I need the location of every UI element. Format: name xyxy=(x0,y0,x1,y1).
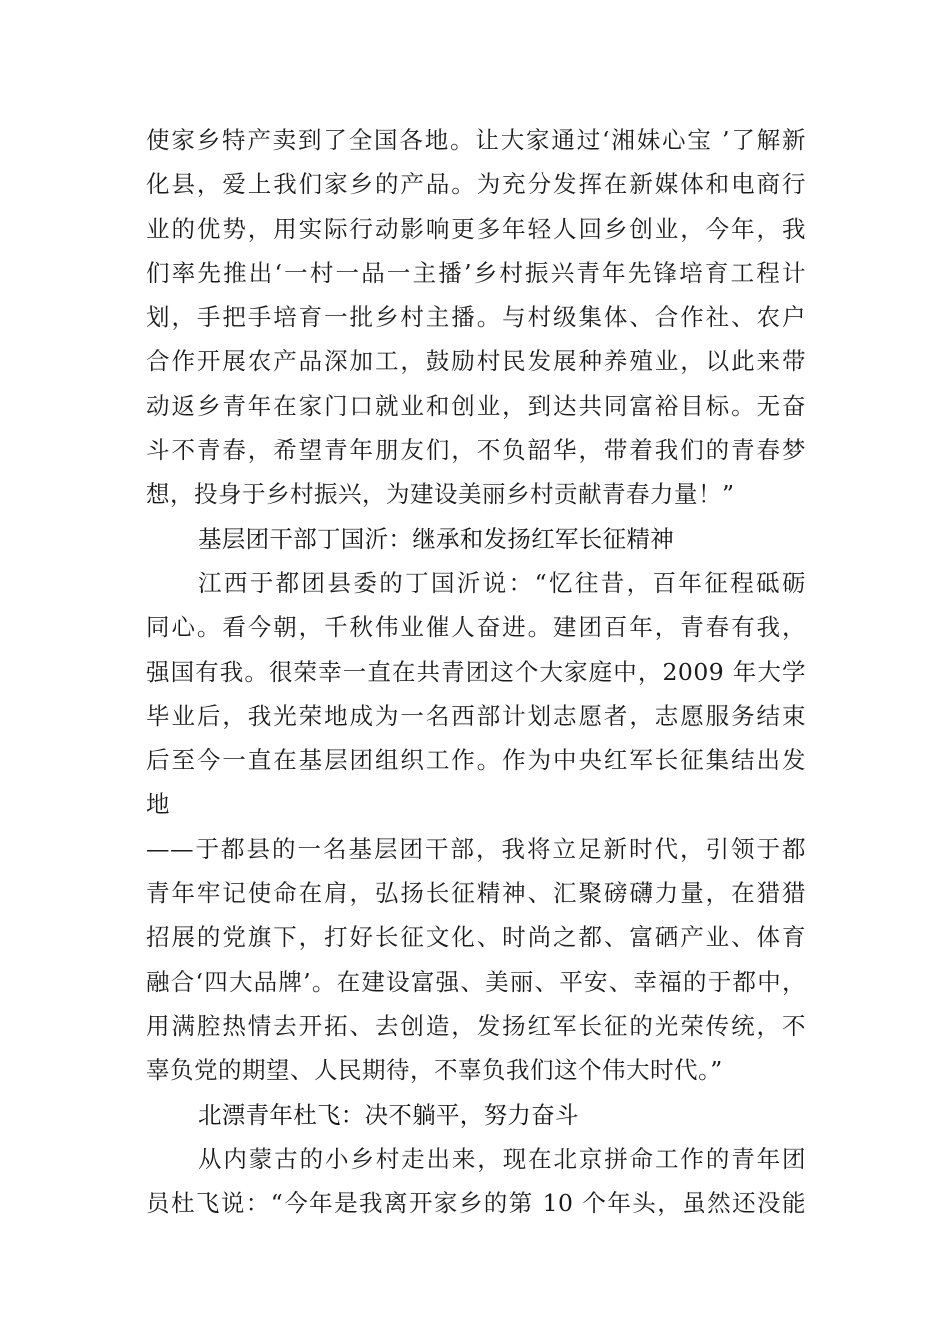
text-line: 江西于都团县委的丁国沂说：“忆往昔，百年征程砥砺 xyxy=(198,568,806,597)
text-line: 合作开展农产品深加工，鼓励村民发展种养殖业，以此来带 xyxy=(146,347,806,376)
section-heading-du-fei: 北漂青年杜飞：决不躺平，努力奋斗 xyxy=(198,1100,579,1129)
text-line: 同心。看今朝，千秋伟业催人奋进。建团百年，青春有我， xyxy=(146,613,806,642)
text-line: 辜负党的期望、人民期待，不辜负我们这个伟大时代。” xyxy=(146,1056,723,1085)
paragraph-du-fei xyxy=(146,1137,806,1226)
text-line: 员杜飞说：“今年是我离开家乡的第 10 个年头，虽然还没能 xyxy=(146,1189,806,1218)
text-line: 融合‘四大品牌’。在建设富强、美丽、平安、幸福的于都中， xyxy=(146,967,806,996)
text-line: 们率先推出‘一村一品一主播’乡村振兴青年先锋培育工程计 xyxy=(146,258,806,287)
text-line: 青年牢记使命在肩，弘扬长征精神、汇聚磅礴力量，在猎猎 xyxy=(146,879,806,908)
text-line: 想，投身于乡村振兴，为建设美丽乡村贡献青春力量！” xyxy=(146,480,735,509)
text-line: 动返乡青年在家门口就业和创业，到达共同富裕目标。无奋 xyxy=(146,391,806,420)
text-line: ——于都县的一名基层团干部，我将立足新时代，引领于都 xyxy=(146,834,806,863)
text-line: 划，手把手培育一批乡村主播。与村级集体、合作社、农户 xyxy=(146,303,806,332)
document-body xyxy=(146,118,806,1225)
section-heading-ding-guoyi: 基层团干部丁国沂：继承和发扬红军长征精神 xyxy=(198,524,674,553)
text-line: 斗不青春，希望青年朋友们，不负韶华，带着我们的青春梦 xyxy=(146,436,806,465)
text-line: 地 xyxy=(146,790,170,819)
text-line: 从内蒙古的小乡村走出来，现在北京拼命工作的青年团 xyxy=(198,1144,806,1173)
text-line: 化县，爱上我们家乡的产品。为充分发挥在新媒体和电商行 xyxy=(146,170,806,199)
text-line: 毕业后，我光荣地成为一名西部计划志愿者，志愿服务结束 xyxy=(146,701,806,730)
text-line: 招展的党旗下，打好长征文化、时尚之都、富硒产业、体育 xyxy=(146,923,806,952)
text-line: 业的优势，用实际行动影响更多年轻人回乡创业，今年，我 xyxy=(146,214,806,243)
text-line: 用满腔热情去开拓、去创造，发扬红军长征的光荣传统，不 xyxy=(146,1011,806,1040)
text-line: 后至今一直在基层团组织工作。作为中央红军长征集结出发 xyxy=(146,746,806,775)
paragraph-ding-guoyi xyxy=(146,561,806,1093)
text-line: 强国有我。很荣幸一直在共青团这个大家庭中，2009 年大学 xyxy=(146,657,806,686)
paragraph-xiangmei xyxy=(146,118,806,517)
text-line: 使家乡特产卖到了全国各地。让大家通过‘湘妹心宝 ’了解新 xyxy=(146,126,806,154)
